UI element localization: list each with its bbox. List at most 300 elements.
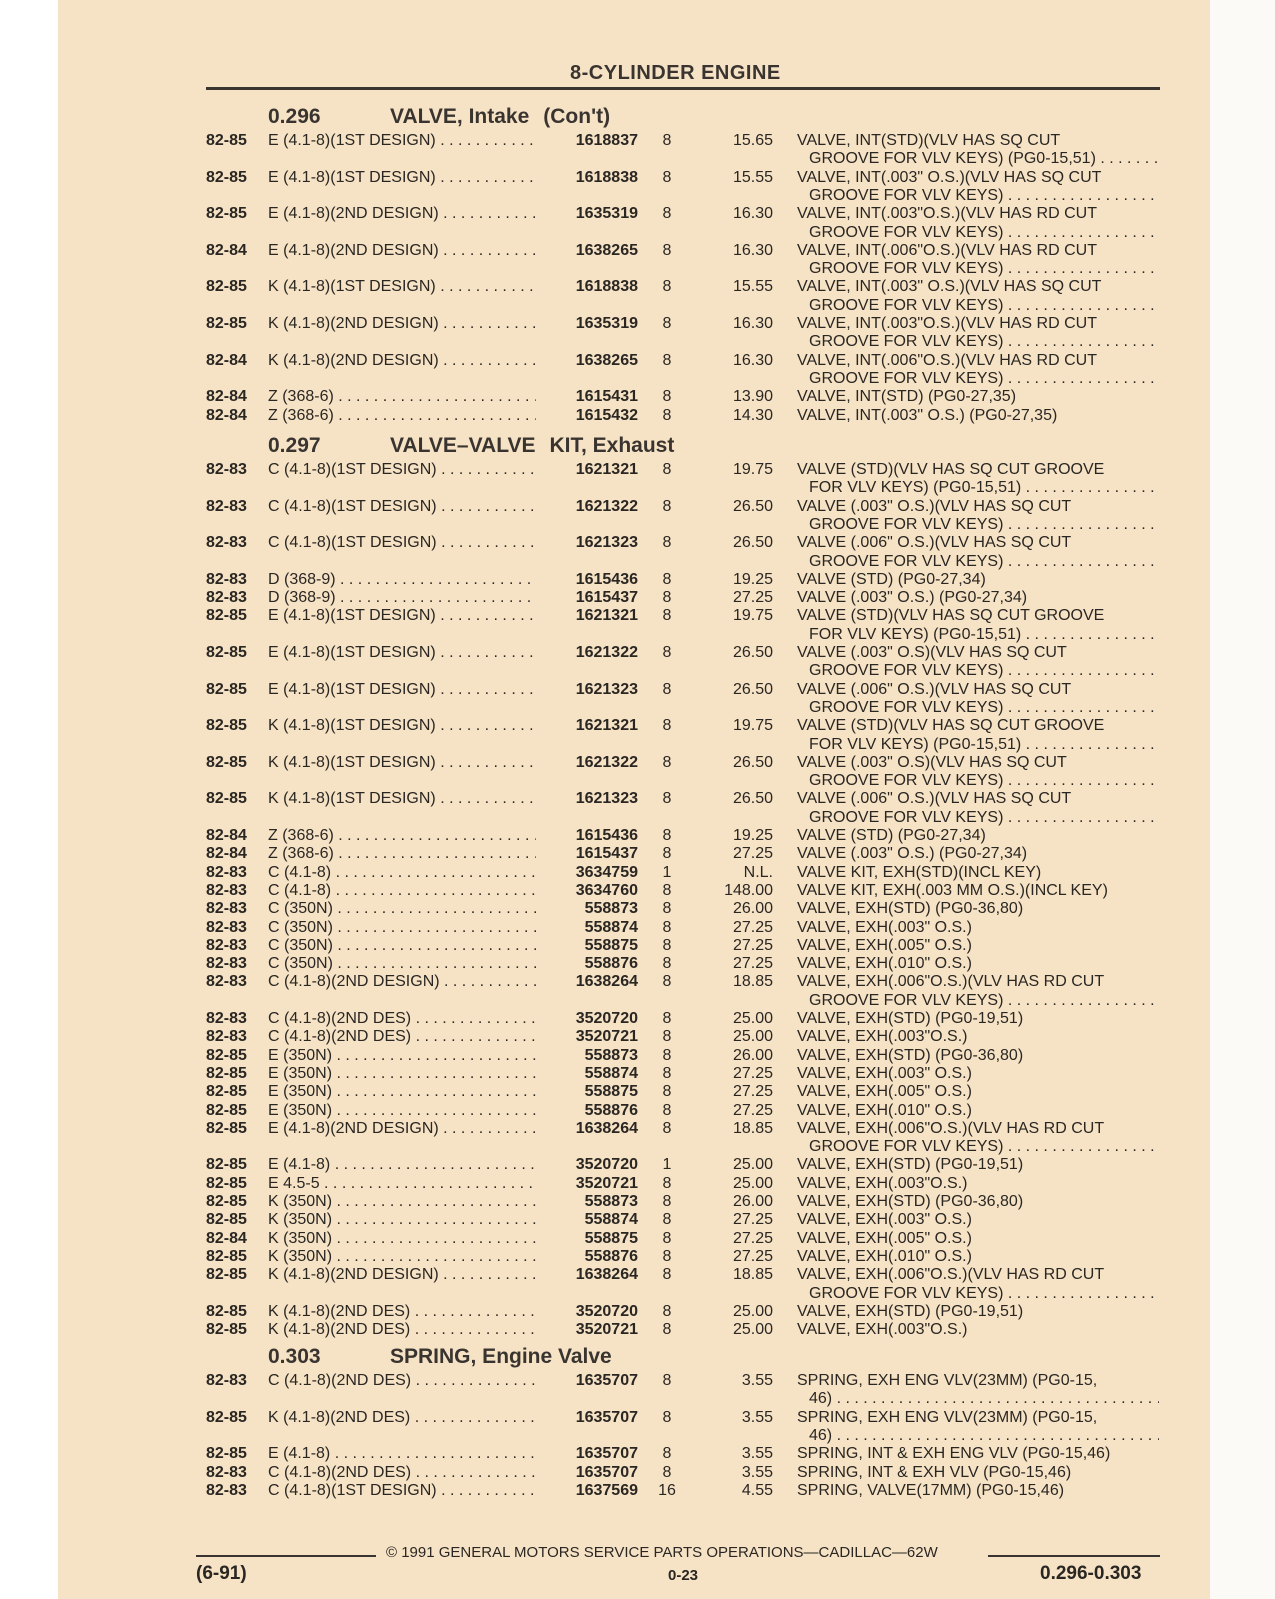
parts-row (0, 460, 1275, 479)
price: 27.25 (732, 1064, 773, 1082)
application: C (350N) . . . (268, 936, 536, 955)
description: VALVE, INT(.003" O.S.)(VLV HAS SQ CUT (797, 168, 1102, 186)
parts-row-continuation (0, 735, 1275, 754)
description: VALVE (.003" O.S.) (PG0-27,34) (797, 589, 1028, 607)
model-years: 82-83 (206, 461, 247, 478)
application: C (4.1-8) . . . (268, 881, 536, 900)
application: D (368-9) . . . (268, 588, 536, 607)
price: 26.50 (732, 497, 773, 515)
part-number: 1635319 (575, 315, 638, 332)
section-name (390, 1345, 626, 1369)
quantity: 8 (662, 955, 672, 973)
description: VALVE KIT, EXH(.003 MM O.S.)(INCL KEY) (797, 881, 1108, 899)
model-years: 82-85 (206, 607, 247, 625)
description: VALVE, EXH(STD) (PG0-36,80) (797, 1046, 1024, 1064)
parts-row (0, 1174, 1275, 1193)
model-years: 82-83 (206, 589, 247, 607)
description: VALVE, EXH(.005" O.S.) (797, 936, 972, 954)
description: VALVE, EXH(.006"O.S.)(VLV HAS RD CUT (797, 973, 1105, 991)
application: Z (368-6) . . . (268, 844, 536, 863)
parts-row (0, 1408, 1275, 1427)
description: VALVE, INT(STD) (PG0-27,35) (797, 388, 1017, 406)
parts-row (0, 826, 1275, 845)
part-number: 1637569 (575, 1481, 638, 1499)
quantity: 1 (662, 1156, 672, 1174)
application: K (350N) . . . (268, 1192, 536, 1211)
price: 26.50 (732, 790, 773, 808)
quantity: 8 (662, 351, 672, 369)
quantity: 8 (662, 881, 672, 899)
quantity: 8 (662, 1028, 672, 1046)
part-number: 1618837 (575, 132, 638, 149)
application: E (4.1-8)(1ST DESIGN) . . . (268, 606, 536, 625)
quantity: 8 (662, 388, 672, 406)
description: VALVE, EXH(.003" O.S.) (797, 918, 972, 936)
parts-row-continuation (0, 1284, 1275, 1303)
parts-row-continuation (0, 149, 1275, 168)
parts-row (0, 1247, 1275, 1266)
section-name (390, 434, 674, 458)
parts-row-continuation (0, 1389, 1275, 1408)
application: E (4.1-8)(1ST DESIGN) . . . (268, 643, 536, 662)
part-number: 1635707 (575, 1372, 638, 1389)
description: VALVE, INT(.006"O.S.)(VLV HAS RD CUT (797, 351, 1097, 369)
model-years: 82-83 (206, 900, 247, 918)
parts-row (0, 863, 1275, 882)
quantity: 8 (662, 918, 672, 936)
quantity: 1 (662, 863, 672, 881)
model-years: 82-85 (206, 1046, 247, 1064)
price: 27.25 (732, 1211, 773, 1229)
application: C (4.1-8)(2ND DES) . . . (268, 1371, 536, 1390)
model-years: 82-85 (206, 1193, 247, 1210)
model-years: 82-85 (206, 132, 247, 149)
quantity: 8 (662, 1010, 672, 1027)
parts-row (0, 1009, 1275, 1028)
description: VALVE, EXH(.005" O.S.) (797, 1083, 972, 1101)
quantity: 8 (662, 1372, 672, 1389)
model-years: 82-85 (206, 1445, 247, 1463)
quantity: 8 (662, 241, 672, 259)
price: 26.50 (732, 644, 773, 661)
model-years: 82-85 (206, 278, 247, 296)
price: 25.00 (732, 1302, 773, 1320)
parts-row (0, 497, 1275, 516)
price: 27.25 (732, 589, 773, 607)
part-number: 1615437 (575, 845, 638, 863)
price: 25.00 (732, 1028, 773, 1046)
application: C (4.1-8)(2ND DES) . . . (268, 1027, 536, 1046)
description-continued: FOR VLV KEYS) (PG0-15,51) . . . (809, 735, 1159, 754)
description-continued: GROOVE FOR VLV KEYS) . . . (809, 332, 1159, 351)
parts-row (0, 314, 1275, 333)
application: K (350N) . . . (268, 1210, 536, 1229)
description: VALVE, EXH(.003"O.S.) (797, 1321, 968, 1339)
description: VALVE (.006" O.S.)(VLV HAS SQ CUT (797, 790, 1072, 808)
parts-row (0, 1265, 1275, 1284)
model-years: 82-85 (206, 717, 247, 735)
application: Z (368-6) . . . (268, 406, 536, 425)
description-continued: FOR VLV KEYS) (PG0-15,51) . . . (809, 478, 1159, 497)
part-number: 558873 (584, 1046, 638, 1064)
model-years: 82-83 (206, 863, 247, 881)
parts-row (0, 570, 1275, 589)
part-number: 1621323 (575, 534, 638, 552)
quantity: 8 (662, 1046, 672, 1064)
model-years: 82-83 (206, 534, 247, 552)
model-years: 82-85 (206, 1266, 247, 1284)
parts-row-continuation (0, 478, 1275, 497)
description: VALVE, INT(.003" O.S.) (PG0-27,35) (797, 406, 1058, 424)
quantity: 8 (662, 1119, 672, 1137)
parts-row (0, 606, 1275, 625)
application: K (4.1-8)(2ND DESIGN) . . . (268, 1265, 536, 1284)
parts-row-continuation (0, 259, 1275, 278)
parts-row-continuation (0, 552, 1275, 571)
part-number: 1618838 (575, 168, 638, 186)
section-title: VALVE–VALVE (390, 434, 536, 457)
parts-row (0, 1046, 1275, 1065)
price: 26.50 (732, 534, 773, 552)
parts-row (0, 1444, 1275, 1463)
model-years: 82-85 (206, 1083, 247, 1101)
parts-row (0, 1320, 1275, 1339)
title-rule (206, 87, 1160, 90)
description: VALVE (STD)(VLV HAS SQ CUT GROOVE (797, 717, 1105, 735)
part-number: 1615432 (575, 406, 638, 424)
application: C (4.1-8)(1ST DESIGN) . . . (268, 1481, 536, 1500)
description: VALVE KIT, EXH(STD)(INCL KEY) (797, 863, 1042, 881)
part-number: 3634759 (575, 863, 638, 881)
part-number: 1621321 (575, 717, 638, 735)
quantity: 8 (662, 168, 672, 186)
footer-rule-left (196, 1555, 376, 1557)
price: 3.55 (741, 1372, 773, 1389)
price: 27.25 (732, 1247, 773, 1265)
part-number: 1621322 (575, 497, 638, 515)
description-continued: GROOVE FOR VLV KEYS) . . . (809, 223, 1159, 242)
price: 19.75 (732, 607, 773, 625)
model-years: 82-85 (206, 205, 247, 223)
model-years: 82-85 (206, 1119, 247, 1137)
part-number: 558876 (584, 955, 638, 973)
part-number: 1635707 (575, 1463, 638, 1481)
model-years: 82-84 (206, 845, 247, 863)
model-years: 82-85 (206, 1302, 247, 1320)
quantity: 8 (662, 1321, 672, 1339)
application: E (4.1-8)(2ND DESIGN) . . . (268, 241, 536, 260)
parts-row (0, 351, 1275, 370)
model-years: 82-83 (206, 1481, 247, 1499)
part-number: 558875 (584, 936, 638, 954)
quantity: 8 (662, 1247, 672, 1265)
page-title: 8-CYLINDER ENGINE (570, 62, 781, 84)
quantity: 8 (662, 680, 672, 698)
description: VALVE, EXH(.010" O.S.) (797, 1101, 972, 1119)
model-years: 82-85 (206, 680, 247, 698)
application: C (350N) . . . (268, 899, 536, 918)
application: C (4.1-8)(2ND DES) . . . (268, 1463, 536, 1482)
price: 18.85 (732, 973, 773, 991)
model-years: 82-85 (206, 1174, 247, 1192)
part-number: 1621322 (575, 644, 638, 661)
model-years: 82-85 (206, 1211, 247, 1229)
price: 18.85 (732, 1119, 773, 1137)
parts-row-continuation (0, 808, 1275, 827)
parts-row (0, 533, 1275, 552)
parts-row (0, 643, 1275, 662)
application: E (350N) . . . (268, 1046, 536, 1065)
application: C (4.1-8) . . . (268, 863, 536, 882)
description: VALVE, EXH(.006"O.S.)(VLV HAS RD CUT (797, 1266, 1105, 1284)
parts-row (0, 131, 1275, 150)
model-years: 82-83 (206, 497, 247, 515)
description: VALVE, EXH(STD) (PG0-36,80) (797, 900, 1024, 918)
price: 27.25 (732, 1101, 773, 1119)
section-title: SPRING, Engine Valve (390, 1345, 612, 1368)
parts-row (0, 954, 1275, 973)
description-continued: 46) . . . (809, 1389, 1159, 1408)
quantity: 8 (662, 461, 672, 478)
quantity: 8 (662, 1211, 672, 1229)
quantity: 8 (662, 205, 672, 223)
parts-row (0, 204, 1275, 223)
quantity: 8 (662, 1229, 672, 1247)
parts-row (0, 168, 1275, 187)
price: 16.30 (732, 315, 773, 332)
application: E (4.1-8)(1ST DESIGN) . . . (268, 168, 536, 187)
parts-row (0, 789, 1275, 808)
application: Z (368-6) . . . (268, 387, 536, 406)
quantity: 8 (662, 534, 672, 552)
parts-row (0, 277, 1275, 296)
description: VALVE, EXH(.005" O.S.) (797, 1229, 972, 1247)
price: 3.55 (741, 1445, 773, 1463)
part-number: 1621323 (575, 680, 638, 698)
description: VALVE, EXH(.006"O.S.)(VLV HAS RD CUT (797, 1119, 1105, 1137)
price: 26.00 (732, 900, 773, 918)
description-continued: GROOVE FOR VLV KEYS) (PG0-15,51) . . . (809, 149, 1159, 168)
section-name (390, 105, 610, 129)
parts-row-continuation (0, 296, 1275, 315)
part-number: 558874 (584, 1064, 638, 1082)
part-number: 3520720 (575, 1156, 638, 1174)
description: SPRING, INT & EXH VLV (PG0-15,46) (797, 1463, 1072, 1481)
parts-row-continuation (0, 223, 1275, 242)
description-continued: GROOVE FOR VLV KEYS) . . . (809, 771, 1159, 790)
description: VALVE (.003" O.S.) (PG0-27,34) (797, 845, 1028, 863)
parts-row (0, 1210, 1275, 1229)
part-number: 1638264 (575, 1266, 638, 1284)
parts-row-continuation (0, 332, 1275, 351)
parts-row (0, 936, 1275, 955)
application: K (4.1-8)(1ST DESIGN) . . . (268, 753, 536, 772)
price: 16.30 (732, 241, 773, 259)
part-number: 558874 (584, 1211, 638, 1229)
parts-row-continuation (0, 661, 1275, 680)
price: 13.90 (732, 388, 773, 406)
parts-row (0, 1192, 1275, 1211)
description: VALVE (.003" O.S.)(VLV HAS SQ CUT (797, 497, 1072, 515)
part-number: 3520721 (575, 1174, 638, 1192)
model-years: 82-85 (206, 315, 247, 332)
part-number: 558875 (584, 1083, 638, 1101)
description: SPRING, INT & EXH ENG VLV (PG0-15,46) (797, 1445, 1111, 1463)
application: K (4.1-8)(2ND DES) . . . (268, 1408, 536, 1427)
parts-row (0, 241, 1275, 260)
part-number: 1621321 (575, 607, 638, 625)
description-continued: FOR VLV KEYS) (PG0-15,51) . . . (809, 625, 1159, 644)
description-continued: GROOVE FOR VLV KEYS) . . . (809, 1284, 1159, 1303)
quantity: 8 (662, 570, 672, 588)
parts-row (0, 1082, 1275, 1101)
model-years: 82-83 (206, 1463, 247, 1481)
price: 25.00 (732, 1010, 773, 1027)
model-years: 82-83 (206, 1010, 247, 1027)
parts-row-continuation (0, 369, 1275, 388)
model-years: 82-83 (206, 570, 247, 588)
quantity: 8 (662, 1266, 672, 1284)
part-number: 558873 (584, 1193, 638, 1210)
footer-page-number: 0-23 (668, 1567, 699, 1584)
description-continued: GROOVE FOR VLV KEYS) . . . (809, 661, 1159, 680)
part-number: 1618838 (575, 278, 638, 296)
description-continued: GROOVE FOR VLV KEYS) . . . (809, 186, 1159, 205)
application: E (4.1-8) . . . (268, 1155, 536, 1174)
description-continued: GROOVE FOR VLV KEYS) . . . (809, 552, 1159, 571)
part-number: 558874 (584, 918, 638, 936)
price: 26.50 (732, 753, 773, 771)
model-years: 82-83 (206, 881, 247, 899)
description-continued: GROOVE FOR VLV KEYS) . . . (809, 369, 1159, 388)
footer-group-range: 0.296-0.303 (1040, 1563, 1142, 1584)
price: 19.75 (732, 461, 773, 478)
parts-row-continuation (0, 515, 1275, 534)
model-years: 82-83 (206, 1372, 247, 1389)
description: VALVE, EXH(STD) (PG0-36,80) (797, 1193, 1024, 1210)
description: VALVE, EXH(.003" O.S.) (797, 1211, 972, 1229)
application: K (4.1-8)(2ND DESIGN) . . . (268, 351, 536, 370)
part-number: 1638264 (575, 973, 638, 991)
price: 27.25 (732, 845, 773, 863)
price: 18.85 (732, 1266, 773, 1284)
part-number: 1621322 (575, 753, 638, 771)
footer-copyright: © 1991 GENERAL MOTORS SERVICE PARTS OPERATIONS—CADILLAC—62W (386, 1544, 938, 1561)
application: K (4.1-8)(2ND DES) . . . (268, 1302, 536, 1321)
quantity: 8 (662, 717, 672, 735)
parts-row (0, 881, 1275, 900)
part-number: 558875 (584, 1229, 638, 1247)
part-number: 1638265 (575, 241, 638, 259)
quantity: 8 (662, 1083, 672, 1101)
price: 27.25 (732, 936, 773, 954)
application: E (350N) . . . (268, 1064, 536, 1083)
footer-rule-right (988, 1555, 1160, 1557)
application: C (350N) . . . (268, 954, 536, 973)
application: E (4.1-8)(1ST DESIGN) . . . (268, 680, 536, 699)
application: C (350N) . . . (268, 918, 536, 937)
part-number: 3520721 (575, 1028, 638, 1046)
part-number: 1621323 (575, 790, 638, 808)
part-number: 3520721 (575, 1321, 638, 1339)
price: 148.00 (724, 881, 773, 899)
quantity: 8 (662, 278, 672, 296)
price: 3.55 (741, 1408, 773, 1426)
part-number: 1638265 (575, 351, 638, 369)
part-number: 1615436 (575, 827, 638, 844)
model-years: 82-84 (206, 1229, 247, 1247)
description: SPRING, VALVE(17MM) (PG0-15,46) (797, 1481, 1065, 1499)
price: 26.50 (732, 680, 773, 698)
description: VALVE, EXH(STD) (PG0-19,51) (797, 1010, 1024, 1027)
price: 27.25 (732, 1229, 773, 1247)
application: C (4.1-8)(1ST DESIGN) . . . (268, 533, 536, 552)
price: 19.25 (732, 570, 773, 588)
application: K (4.1-8)(2ND DESIGN) . . . (268, 314, 536, 333)
part-number: 3520720 (575, 1010, 638, 1027)
model-years: 82-84 (206, 827, 247, 844)
quantity: 8 (662, 497, 672, 515)
description: VALVE (STD)(VLV HAS SQ CUT GROOVE (797, 461, 1105, 478)
model-years: 82-85 (206, 1408, 247, 1426)
part-number: 1615436 (575, 570, 638, 588)
description: VALVE, EXH(.010" O.S.) (797, 955, 972, 973)
application: E (350N) . . . (268, 1082, 536, 1101)
description-continued: GROOVE FOR VLV KEYS) . . . (809, 991, 1159, 1010)
price: 14.30 (732, 406, 773, 424)
quantity: 8 (662, 644, 672, 661)
price: 15.55 (732, 168, 773, 186)
price: 19.25 (732, 827, 773, 844)
application: D (368-9) . . . (268, 570, 536, 589)
part-number: 558876 (584, 1247, 638, 1265)
price: 16.30 (732, 205, 773, 223)
quantity: 8 (662, 790, 672, 808)
quantity: 8 (662, 1302, 672, 1320)
description: VALVE, INT(STD)(VLV HAS SQ CUT (797, 132, 1061, 149)
description: VALVE, EXH(.003"O.S.) (797, 1028, 968, 1046)
footer-date-code: (6-91) (196, 1563, 247, 1584)
quantity: 8 (662, 1174, 672, 1192)
parts-row-continuation (0, 1137, 1275, 1156)
section-title-suffix: KIT, Exhaust (549, 434, 675, 457)
parts-row (0, 716, 1275, 735)
part-number: 558873 (584, 900, 638, 918)
description: VALVE, EXH(STD) (PG0-19,51) (797, 1156, 1024, 1174)
price: 25.00 (732, 1156, 773, 1174)
price: 26.00 (732, 1046, 773, 1064)
price: 25.00 (732, 1321, 773, 1339)
section-number: 0.297 (268, 434, 321, 457)
application: K (350N) . . . (268, 1247, 536, 1266)
parts-row (0, 844, 1275, 863)
application: C (4.1-8)(1ST DESIGN) . . . (268, 497, 536, 516)
part-number: 1635707 (575, 1408, 638, 1426)
model-years: 82-85 (206, 644, 247, 661)
application: K (4.1-8)(1ST DESIGN) . . . (268, 789, 536, 808)
price: 19.75 (732, 717, 773, 735)
model-years: 82-83 (206, 973, 247, 991)
description: VALVE (STD)(VLV HAS SQ CUT GROOVE (797, 607, 1105, 625)
application: E 4.5-5 . . . (268, 1174, 536, 1193)
quantity: 8 (662, 1445, 672, 1463)
parts-row (0, 387, 1275, 406)
application: K (4.1-8)(1ST DESIGN) . . . (268, 716, 536, 735)
description-continued: GROOVE FOR VLV KEYS) . . . (809, 698, 1159, 717)
parts-row (0, 1119, 1275, 1138)
parts-row-continuation (0, 1426, 1275, 1445)
part-number: 1638264 (575, 1119, 638, 1137)
